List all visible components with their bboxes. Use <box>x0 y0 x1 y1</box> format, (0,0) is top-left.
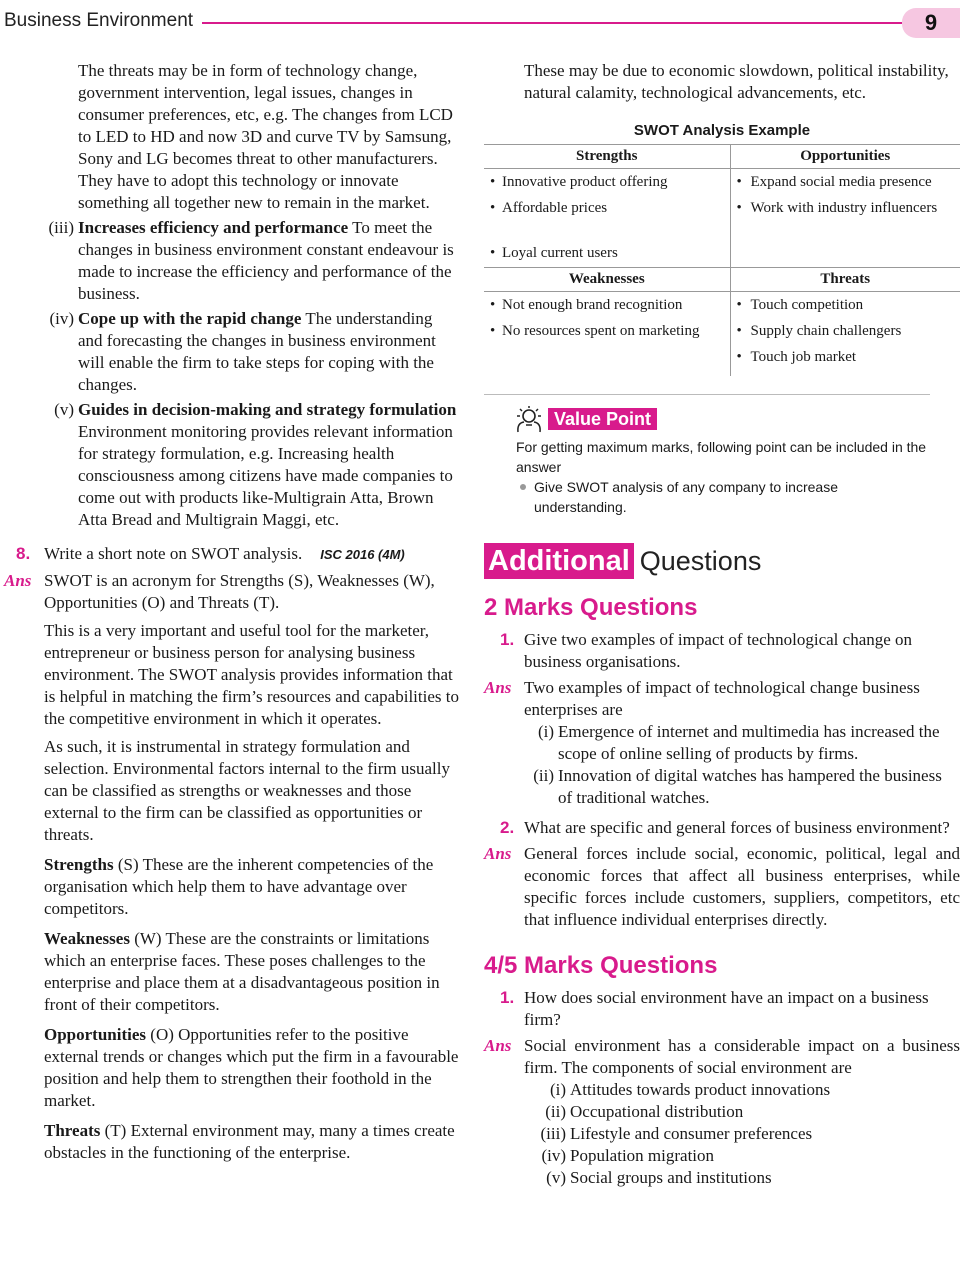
list-item: • Touch job market <box>731 348 960 367</box>
item-number: (iv) <box>541 1146 566 1165</box>
question-1 <box>484 629 960 673</box>
lightbulb-head-icon <box>514 405 544 433</box>
additional-questions-heading <box>484 543 960 579</box>
item-text: Population migration <box>570 1146 715 1165</box>
question-2 <box>484 817 960 839</box>
swot-table-title: SWOT Analysis Example <box>484 120 960 145</box>
item-number: (ii) <box>533 766 554 785</box>
answer-2 <box>484 843 960 931</box>
definition-title: Strengths <box>44 855 114 874</box>
left-column <box>4 60 460 1164</box>
definition-text: (T) External environment may, many a times create obstacles in the functioning of the enterprise. <box>44 1121 455 1162</box>
answer-text: Social environment has a considerable impact on a business firm. The components of social environment are <box>524 1036 960 1077</box>
answer-text: General forces include social, economic, political, legal and economic forces that affect all business enterprises, while specific forces include customers, suppliers, competitors, etc that influence individual enterprises directly. <box>524 844 960 929</box>
answer-1 <box>484 677 960 721</box>
question-text: How does social environment have an impact on a business firm? <box>524 988 929 1029</box>
question-1-long <box>484 987 960 1031</box>
item-number: (i) <box>537 722 554 741</box>
point-iii <box>4 217 460 305</box>
list-item: • Innovative product offering <box>484 173 730 192</box>
answer-label: Ans <box>4 571 32 590</box>
value-point-bullet: Give SWOT analysis of any company to increase understanding. <box>484 477 930 517</box>
item-number: (iii) <box>540 1124 566 1143</box>
question-number: 1. <box>500 988 515 1007</box>
point-number: (iii) <box>48 218 74 237</box>
list-item <box>484 1167 960 1189</box>
point-text: Environment monitoring provides relevant information for strategy formulation, e.g. Increasing health consciousness among citizens have made companies to come out with products like-Multigrain Atta, Brown Atta Bread and Multigrain Maggi, etc. <box>78 422 453 529</box>
point-title: Guides in decision-making and strategy formulation <box>78 400 457 419</box>
item-text: Attitudes towards product innovations <box>570 1080 831 1099</box>
question-number: 8. <box>16 544 31 563</box>
weaknesses-cell <box>484 292 730 377</box>
item-number: (i) <box>549 1080 566 1099</box>
point-text: To meet the changes in business environment constant endeavour is made to increase the efficiency and performance of the business. <box>78 218 454 303</box>
running-header: Business Environment <box>4 10 194 31</box>
point-number: (v) <box>54 400 74 419</box>
definition-text: (S) These are the inherent competencies of the organisation which help them to have advantage over competitors. <box>44 855 434 918</box>
value-point-text: For getting maximum marks, following point can be included in the answer <box>516 439 927 475</box>
definition-title: Weaknesses <box>44 929 130 948</box>
item-text: Emergence of internet and multimedia has increased the scope of online selling of products by firms. <box>558 722 940 763</box>
value-point-label: Value Point <box>548 408 657 430</box>
item-number: (v) <box>546 1168 566 1187</box>
definition-title: Threats <box>44 1121 101 1140</box>
section-4-5-marks: 4/5 Marks Questions <box>484 952 718 979</box>
definition-weaknesses <box>4 928 460 1016</box>
section-2-marks: 2 Marks Questions <box>484 594 698 621</box>
opportunities-header: Opportunities <box>730 145 960 169</box>
answer-label: Ans <box>484 678 512 697</box>
point-title: Cope up with the rapid change <box>78 309 302 328</box>
exam-tag: ISC 2016 (4M) <box>320 547 405 562</box>
definition-text: (O) Opportunities refer to the positive external trends or changes which put the firm in a favourable position and help them to strengthen their foothold in the market. <box>44 1025 459 1110</box>
heading-highlight: Additional <box>484 543 634 579</box>
item-text: Lifestyle and consumer preferences <box>570 1124 813 1143</box>
right-column <box>484 60 960 1189</box>
list-item: • No resources spent on marketing <box>484 322 730 341</box>
item-text: Social groups and institutions <box>570 1168 772 1187</box>
item-text: Occupational distribution <box>570 1102 744 1121</box>
answer-label: Ans <box>484 1036 512 1055</box>
definition-opportunities <box>4 1024 460 1112</box>
list-item <box>484 765 960 809</box>
answer-text: SWOT is an acronym for Strengths (S), Weaknesses (W), Opportunities (O) and Threats (T). <box>44 571 435 612</box>
list-item <box>484 1123 960 1145</box>
point-title: Increases efficiency and performance <box>78 218 349 237</box>
swot-table <box>484 145 960 376</box>
list-item: • Touch competition <box>731 296 960 315</box>
weaknesses-header: Weaknesses <box>484 268 730 292</box>
list-item <box>484 721 960 765</box>
list-item: • Affordable prices <box>484 199 730 218</box>
point-iv <box>4 308 460 396</box>
strengths-cell <box>484 169 730 268</box>
paragraph: This is a very important and useful tool for the marketer, entrepreneur or business person for analysing business environment. The SWOT analysis provides information that is helpful in matching the firm’s resources and capabilities to the competitive environment in which it operates. <box>44 621 459 728</box>
threats-cell <box>730 292 960 377</box>
paragraph: As such, it is instrumental in strategy formulation and selection. Environmental factors internal to the firm usually can be classified as strengths or weaknesses and those external to the firm can be classified as opportunities or threats. <box>44 737 450 844</box>
question-text: What are specific and general forces of business environment? <box>524 818 950 837</box>
question-number: 1. <box>500 630 515 649</box>
heading-rest: Questions <box>639 546 762 576</box>
threats-intro: The threats may be in form of technology change, government intervention, legal issues, changes in consumer preferences, etc, e.g. The changes from LCD to LED to HD and now 3D and curve TV by Samsung, Sony and LG becomes threat to other manufacturers. They have to adopt this technology or innovate something all together new to remain in the market. <box>78 61 453 212</box>
list-item <box>484 1079 960 1101</box>
list-item: • Expand social media presence <box>731 173 960 192</box>
question-text: Give two examples of impact of technological change on business organisations. <box>524 630 913 671</box>
point-number: (iv) <box>49 309 74 328</box>
list-item <box>484 1145 960 1167</box>
list-item: • Supply chain challengers <box>731 322 960 341</box>
list-item <box>484 1101 960 1123</box>
question-8 <box>4 543 460 566</box>
list-item: • Loyal current users <box>484 244 730 263</box>
page-number: 9 <box>902 8 960 38</box>
answer-label: Ans <box>484 844 512 863</box>
answer-text: Two examples of impact of technological change business enterprises are <box>524 678 920 719</box>
item-text: Innovation of digital watches has hampered the business of traditional watches. <box>558 766 942 807</box>
threats-continued: These may be due to economic slowdown, political instability, natural calamity, technological advancements, etc. <box>524 61 949 102</box>
answer-8 <box>4 570 460 614</box>
answer-1-long <box>484 1035 960 1079</box>
list-item: • Not enough brand recognition <box>484 296 730 315</box>
definition-threats <box>4 1120 460 1164</box>
definition-strengths <box>4 854 460 920</box>
question-number: 2. <box>500 818 515 837</box>
definition-title: Opportunities <box>44 1025 147 1044</box>
value-point-box <box>484 394 930 517</box>
definition-text: (W) These are the constraints or limitations which an enterprise faces. These poses challenges to the enterprise and place them at a disadvantageous position in front of their competitors. <box>44 929 440 1014</box>
strengths-header: Strengths <box>484 145 730 169</box>
point-text: The understanding and forecasting the changes in business environment will enable the firm to take steps for coping with the changes. <box>78 309 436 394</box>
list-item: • Work with industry influencers <box>731 199 960 218</box>
point-v <box>4 399 460 531</box>
value-point-header <box>514 405 930 433</box>
item-number: (ii) <box>545 1102 566 1121</box>
header-rule <box>202 22 902 24</box>
question-text: Write a short note on SWOT analysis. <box>44 544 303 563</box>
opportunities-cell <box>730 169 960 268</box>
threats-header: Threats <box>730 268 960 292</box>
